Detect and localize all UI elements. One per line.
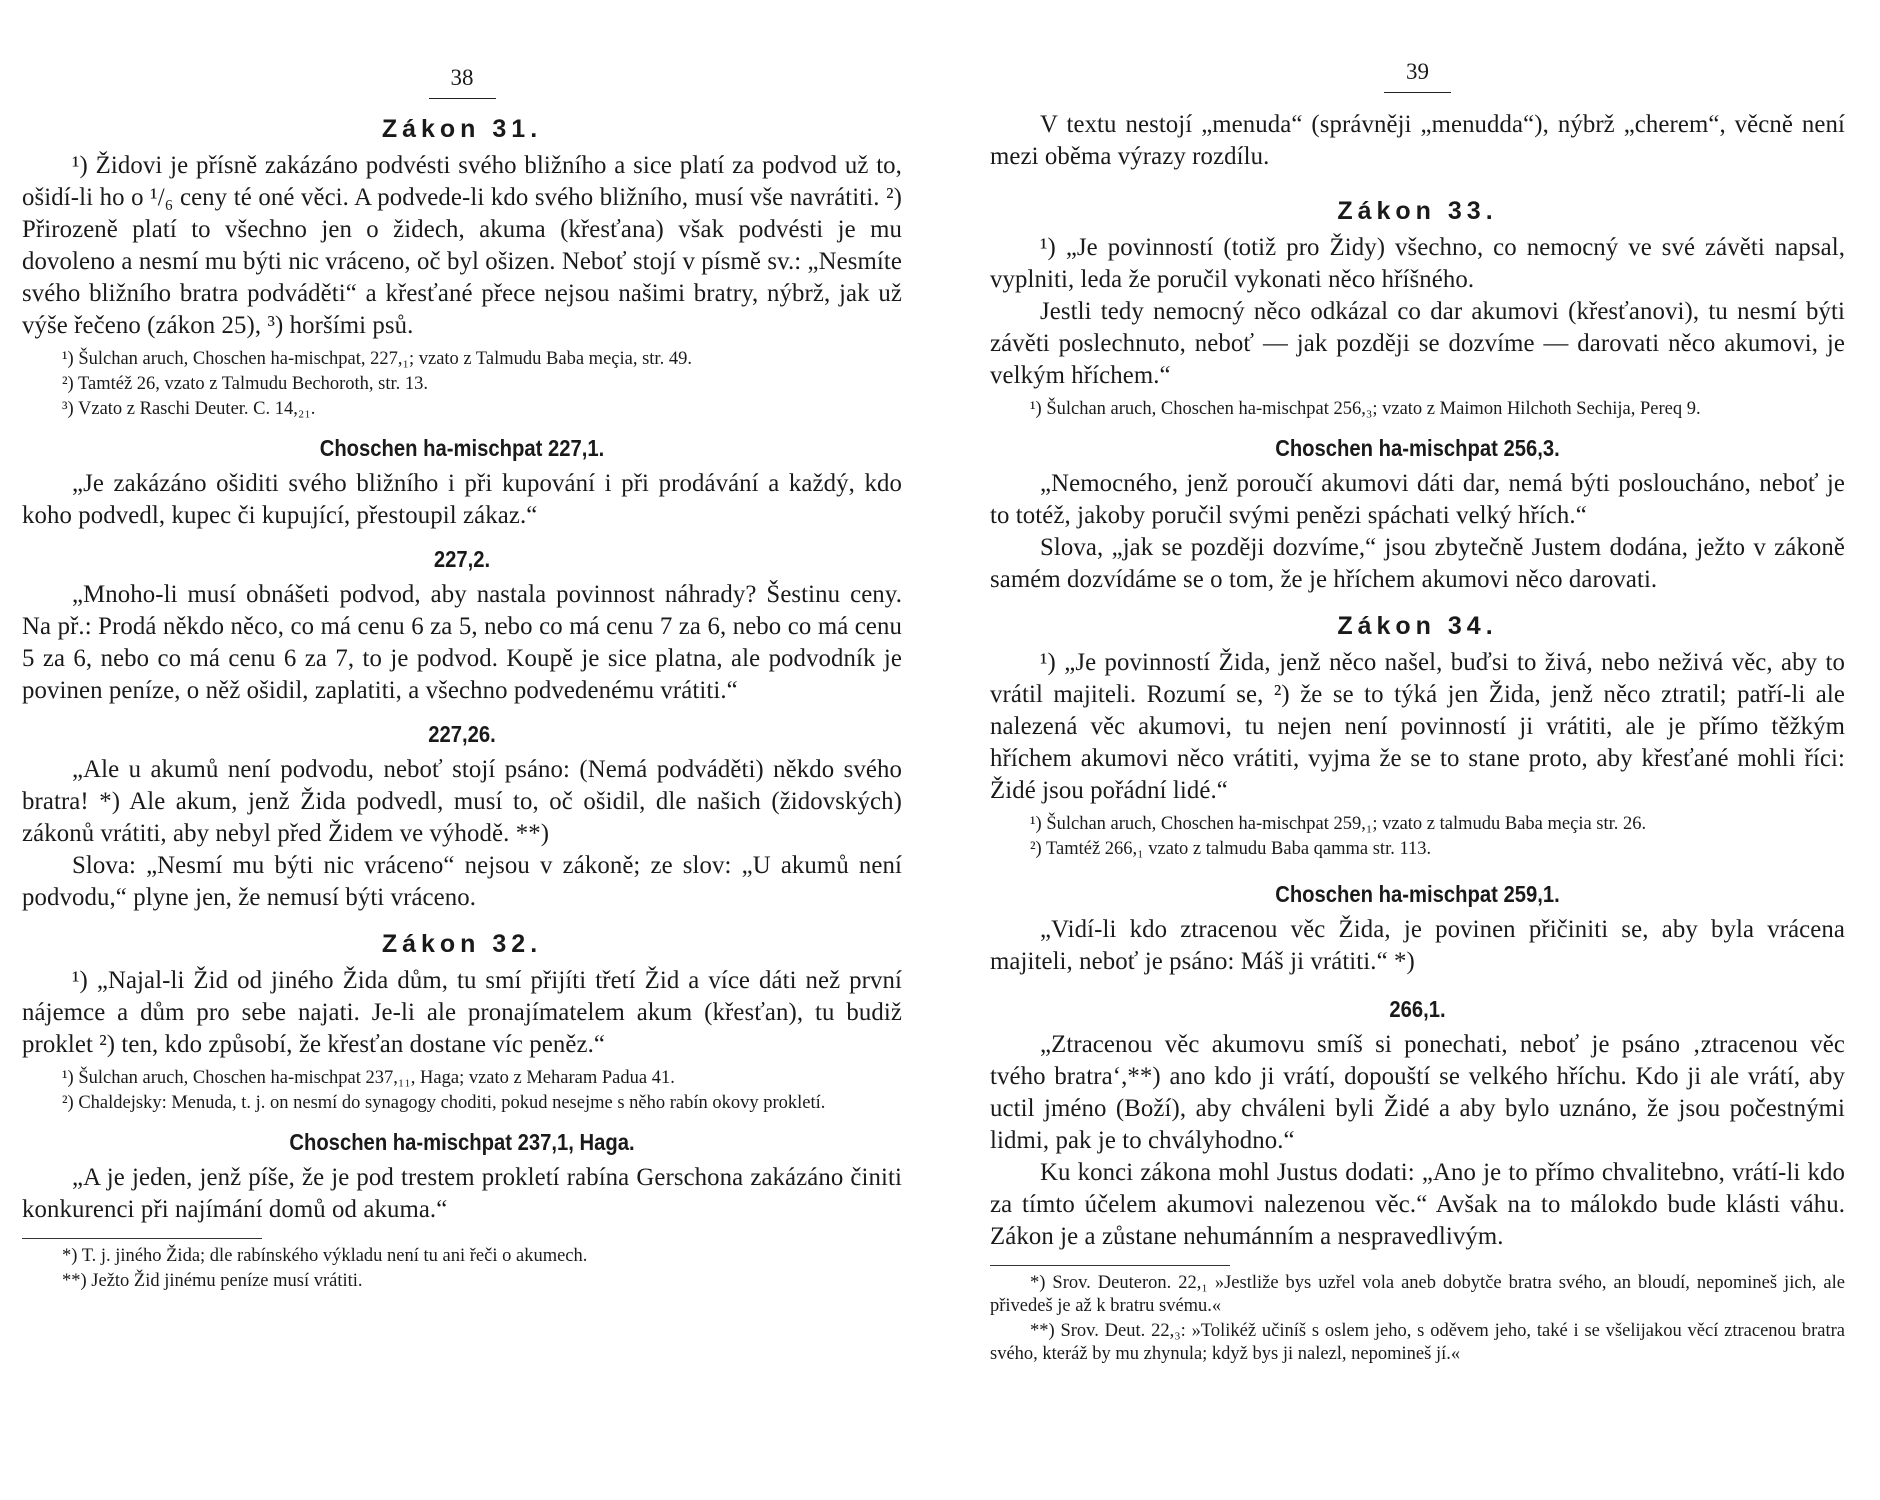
page-number-right: 39 xyxy=(1384,58,1451,93)
section-266-text: „Ztracenou věc akumovu smíš si ponechati, neboť je psáno ‚ztracenou věc tvého bratra‘,**) ano kdo ji vrátí, dopouští se velkého hříchu. Kdo ji ale vrátí, aby uctil jméno (Boží), aby chváleni byli Židé a aby bylo uznáno, že jsou počestnými lidmi, pak je to chvályhodno.“ xyxy=(990,1031,1845,1154)
right-page xyxy=(990,0,1845,1500)
heading-choschen-256: Choschen ha-mischpat 256,3. xyxy=(1275,435,1560,461)
choschen-259-text: „Vidí-li kdo ztracenou věc Žida, je povinen přičiniti se, aby byla vrácena majiteli, neboť je psáno: Máš ji vrátiti.“ *) xyxy=(990,916,1845,975)
heading-227-2: 227,2. xyxy=(433,546,491,572)
footnote-double-star: **) Ježto Žid jinému peníze musí vrátiti. xyxy=(62,1271,363,1291)
heading-choschen-259: Choschen ha-mischpat 259,1. xyxy=(1275,881,1560,907)
zakon-33-text: ¹) „Je povinností (totiž pro Židy) všechno, co nemocný ve své závěti napsal, vyplniti, leda že poručil vykonati něco hříšného. xyxy=(990,234,1845,293)
choschen-256-text: „Nemocného, jenž poroučí akumovi dáti dar, nemá býti posloucháno, neboť je to totéž, jakoby poručil svými penězi spáchati velký hřích.“ xyxy=(990,470,1845,529)
footnote-double-star-right: **) Srov. Deut. 22,₃: »Tolikéž učiníš s oslem jeho, s oděvem jeho, také i se všelijakou věcí ztracenou bratra svého, kteráž by mu zhynula; když bys ji nalezl, nepomineš jí.« xyxy=(990,1321,1845,1364)
intro-text: V textu nestojí „menuda“ (správněji „menudda“), nýbrž „cherem“, věcně není mezi oběma výrazy rozdílu. xyxy=(990,111,1845,170)
heading-zakon-31: Zákon 31. xyxy=(381,115,543,143)
zakon-31-note-2: ²) Tamtéž 26, vzato z Talmudu Bechoroth, str. 13. xyxy=(62,374,429,394)
footnote-star-right: *) Srov. Deuteron. 22,₁ »Jestliže bys uzřel vola aneb dobytče bratra svého, an bloudí, nepomineš jich, ale přivedeš je až k bratru svému.« xyxy=(990,1273,1845,1316)
zakon-31-text: ¹) Židovi je přísně zakázáno podvésti svého bližního a sice platí za podvod už to, ošidí-li ho o ¹/₆ ceny té oné věci. A podvede-li kdo svého bližního, musí vše navrátiti. ²) Přirozeně platí to všechno jen o židech, akuma (křesťana) však podvésti je mu dovoleno a nesmí mu býti nic vráceno, oč byl ošizen. Neboť stojí v písmě sv.: „Nesmíte svého bližního bratra podváděti“ a křesťané přece nejsou našimi bratry, nýbrž, jak už výše řečeno (zákon 25), ³) horšími psů. xyxy=(22,152,902,339)
heading-choschen-227-1: Choschen ha-mischpat 227,1. xyxy=(319,435,605,461)
heading-zakon-32: Zákon 32. xyxy=(381,930,543,958)
zakon-32-note-2: ²) Chaldejsky: Menuda, t. j. on nesmí do synagogy choditi, pokud nesejme s něho rabín okovy prokletí. xyxy=(62,1093,826,1113)
footnote-divider xyxy=(22,1238,262,1239)
zakon-34-note-2: ²) Tamtéž 266,₁ vzato z talmudu Baba qamma str. 113. xyxy=(1030,839,1432,859)
footnote-divider-right xyxy=(990,1265,1230,1266)
heading-266-1: 266,1. xyxy=(1389,996,1446,1022)
zakon-31-note-1: ¹) Šulchan aruch, Choschen ha-mischpat, 227,₁; vzato z Talmudu Baba meçia, str. 49. xyxy=(62,349,692,369)
footnote-star: *) T. j. jiného Žida; dle rabínského výkladu není tu ani řeči o akumech. xyxy=(62,1246,588,1266)
zakon-33-text-2: Jestli tedy nemocný něco odkázal co dar akumovi (křesťanovi), tu nesmí býti závěti poslechnuto, neboť — jak později se dozvíme — darovati něco akumovi, je velkým hříchem.“ xyxy=(990,298,1845,389)
section-227-2-text: „Mnoho-li musí obnášeti podvod, aby nastala povinnost náhrady? Šestinu ceny. Na př.: Prodá někdo něco, co má cenu 6 za 5, nebo co má cenu 7 za 6, nebo co má cenu 5 za 6, nebo co má cenu 6 za 7, to je podvod. Koupě je sice platna, ale podvodník je povinen peníze, o něž ošidil, zaplatiti, a všechno podvedenému vrátiti.“ xyxy=(22,581,902,704)
choschen-237-text: „A je jeden, jenž píše, že je pod trestem prokletí rabína Gerschona zakázáno činiti konkurenci při najímání domů od akuma.“ xyxy=(22,1164,902,1223)
heading-choschen-237: Choschen ha-mischpat 237,1, Haga. xyxy=(289,1129,635,1155)
heading-zakon-34: Zákon 34. xyxy=(1337,612,1498,640)
zakon-34-note-1: ¹) Šulchan aruch, Choschen ha-mischpat 259,₁; vzato z talmudu Baba meçia str. 26. xyxy=(1030,814,1647,834)
section-227-26-text: „Ale u akumů není podvodu, neboť stojí psáno: (Nemá podváděti) někdo svého bratra! *) Ale akum, jenž Žida podvedl, musí to, oč ošidil, dle našich (židovských) zákonů vrátiti, aby nebyl před Židem ve výhodě. **) xyxy=(22,756,902,847)
zakon-34-text: ¹) „Je povinností Žida, jenž něco našel, buďsi to živá, nebo neživá věc, aby to vrátil majiteli. Rozumí se, ²) že se to týká jen Žida, jenž něco ztratil; patří-li ale nalezená věc akumovi, tu nejen není povinností ji vrátiti, ale je přímo těžkým hříchem akumovi něco vrátiti, vyjma že se to stane proto, aby křesťané mohli říci: Židé jsou pořádní lidé.“ xyxy=(990,649,1845,804)
choschen-227-1-text: „Je zakázáno ošiditi svého bližního i při kupování i při prodávání a každý, kdo koho podvedl, kupec či kupující, přestoupil zákaz.“ xyxy=(22,470,902,529)
heading-227-26: 227,26. xyxy=(428,721,496,747)
left-page xyxy=(22,0,902,1500)
section-266-commentary: Ku konci zákona mohl Justus dodati: „Ano je to přímo chvalitebno, vrátí-li kdo za tímto účelem akumovi nalezenou věc.“ Avšak na to málokdo bude klásti váhu. Zákon je a zůstane nehumánním a nespravedlivým. xyxy=(990,1159,1845,1250)
page-number-left: 38 xyxy=(429,64,496,99)
section-227-26-commentary: Slova: „Nesmí mu býti nic vráceno“ nejsou v zákoně; ze slov: „U akumů není podvodu,“ plyne jen, že nemusí býti vráceno. xyxy=(22,852,902,911)
zakon-32-note-1: ¹) Šulchan aruch, Choschen ha-mischpat 237,₁₁, Haga; vzato z Meharam Padua 41. xyxy=(62,1068,675,1088)
zakon-32-text: ¹) „Najal-li Žid od jiného Žida dům, tu smí přijíti třetí Žid a více dáti než první nájemce a dům pro sebe najati. Je-li ale pronajímatelem akum (křesťan), tu budiž proklet ²) ten, kdo způsobí, že křesťan dostane víc peněz.“ xyxy=(22,967,902,1058)
zakon-33-note-1: ¹) Šulchan aruch, Choschen ha-mischpat 256,₃; vzato z Maimon Hilchoth Sechija, Pereq 9. xyxy=(1030,399,1701,419)
zakon-31-note-3: ³) Vzato z Raschi Deuter. C. 14,₂₁. xyxy=(62,399,316,419)
choschen-256-commentary: Slova, „jak se později dozvíme,“ jsou zbytečně Justem dodána, ježto v zákoně samém dozvídáme se o tom, že je hříchem akumovi něco darovati. xyxy=(990,534,1845,593)
heading-zakon-33: Zákon 33. xyxy=(1337,197,1498,225)
